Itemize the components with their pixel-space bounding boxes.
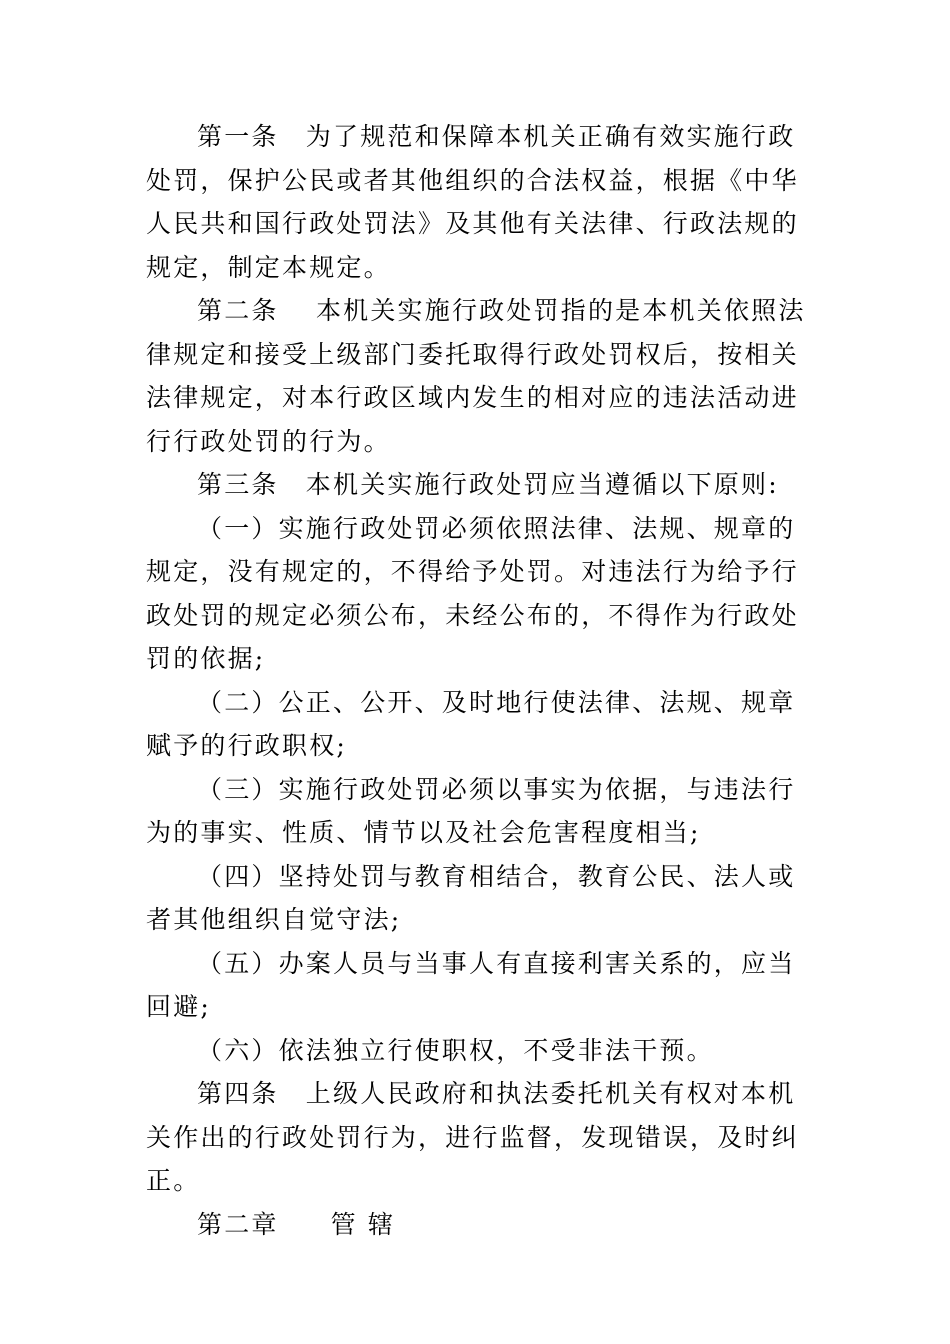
chapter-title: 管 辖 bbox=[330, 1209, 396, 1239]
article-3: 第三条 本机关实施行政处罚应当遵循以下原则: bbox=[197, 470, 779, 499]
chapter-number: 第二章 bbox=[197, 1209, 279, 1239]
article-1: 第一条 为了规范和保障本机关正确有效实施行政处罚，保护公民或者其他组织的合法权益，根据《中华人民共和国行政处罚法》及其他有关法律、行政法规的规定，制定本规定。 bbox=[146, 122, 799, 282]
article-4: 第四条 上级人民政府和执法委托机关有权对本机关作出的行政处罚行为，进行监督，发现错误，及时纠正。 bbox=[146, 1079, 799, 1195]
principle-5: （五）办案人员与当事人有直接利害关系的，应当回避; bbox=[146, 948, 796, 1021]
chapter-heading bbox=[146, 1203, 808, 1247]
principle-2: （二）公正、公开、及时地行使法律、法规、规章赋予的行政职权; bbox=[146, 687, 796, 760]
principle-6: （六）依法独立行使职权，不受非法干预。 bbox=[197, 1035, 714, 1065]
document-body bbox=[146, 115, 808, 1246]
principle-3: （三）实施行政处罚必须以事实为依据，与违法行为的事实、性质、情节以及社会危害程度相当; bbox=[146, 774, 796, 847]
principle-4: （四）坚持处罚与教育相结合，教育公民、法人或者其他组织自觉守法; bbox=[146, 861, 796, 934]
principle-1: （一）实施行政处罚必须依照法律、法规、规章的规定，没有规定的，不得给予处罚。对违法行为给予行政处罚的规定必须公布，未经公布的，不得作为行政处罚的依据; bbox=[146, 513, 799, 673]
article-2: 第二条 本机关实施行政处罚指的是本机关依照法律规定和接受上级部门委托取得行政处罚权后，按相关法律规定，对本行政区域内发生的相对应的违法活动进行行政处罚的行为。 bbox=[146, 296, 806, 456]
